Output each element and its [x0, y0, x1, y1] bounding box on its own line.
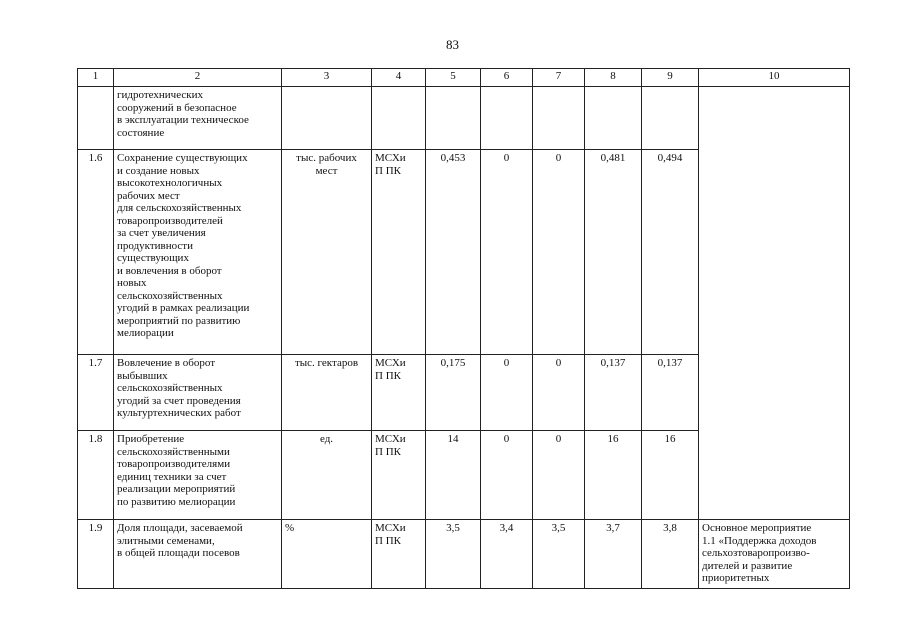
value-cell: 0,481 — [585, 150, 642, 355]
value-cell: 0,175 — [426, 355, 481, 431]
value-cell: 0 — [481, 431, 533, 520]
column-header: 2 — [114, 69, 282, 87]
value-cell: 14 — [426, 431, 481, 520]
value-cell: 0,453 — [426, 150, 481, 355]
value-cell: 0 — [533, 150, 585, 355]
column-header: 8 — [585, 69, 642, 87]
row-number — [78, 87, 114, 150]
value-cell: 16 — [585, 431, 642, 520]
indicator-name: Вовлечение в оборот выбывших сельскохозяйственных угодий за счет проведения культуртехнических работ — [114, 355, 282, 431]
column-header: 1 — [78, 69, 114, 87]
value-cell — [585, 87, 642, 150]
note-cell-empty — [699, 87, 850, 520]
table-row-continuation — [78, 87, 850, 150]
value-cell: 3,8 — [642, 520, 699, 589]
value-cell: 0,137 — [642, 355, 699, 431]
column-header: 5 — [426, 69, 481, 87]
column-header: 10 — [699, 69, 850, 87]
value-cell: 0 — [481, 150, 533, 355]
unit-cell: ед. — [282, 431, 372, 520]
note-cell: Основное мероприятие 1.1 «Поддержка доходов сельхозтоваропроизво- дителей и развитие приоритетных — [699, 520, 850, 589]
indicator-name: Доля площади, засеваемой элитными семенами, в общей площади посевов — [114, 520, 282, 589]
unit-cell — [282, 87, 372, 150]
column-header: 7 — [533, 69, 585, 87]
unit-cell: тыс. рабочих мест — [282, 150, 372, 355]
responsible-cell — [372, 87, 426, 150]
column-number-row — [78, 69, 850, 87]
row-number: 1.8 — [78, 431, 114, 520]
value-cell: 0 — [481, 355, 533, 431]
column-header: 4 — [372, 69, 426, 87]
indicator-name: Сохранение существующих и создание новых высокотехнологичных рабочих мест для сельскохозяйственных товаропроизводителей за счет увеличения продуктивности существующих и вовлечения в оборот новых сельскохозяйственных угодий в рамках реализации мероприятий по развитию мелиорации — [114, 150, 282, 355]
page-number: 83 — [446, 37, 459, 52]
indicators-table — [77, 68, 850, 589]
column-header: 9 — [642, 69, 699, 87]
value-cell — [481, 87, 533, 150]
column-header: 6 — [481, 69, 533, 87]
unit-cell: % — [282, 520, 372, 589]
value-cell: 16 — [642, 431, 699, 520]
column-header: 3 — [282, 69, 372, 87]
value-cell: 0 — [533, 431, 585, 520]
value-cell — [642, 87, 699, 150]
row-number: 1.9 — [78, 520, 114, 589]
responsible-cell: МСХи П ПК — [372, 150, 426, 355]
value-cell: 0 — [533, 355, 585, 431]
row-number: 1.7 — [78, 355, 114, 431]
value-cell — [426, 87, 481, 150]
indicator-name: Приобретение сельскохозяйственными товаропроизводителями единиц техники за счет реализации мероприятий по развитию мелиорации — [114, 431, 282, 520]
value-cell: 3,4 — [481, 520, 533, 589]
indicator-name: гидротехнических сооружений в безопасное в эксплуатации техническое состояние — [114, 87, 282, 150]
value-cell: 0,494 — [642, 150, 699, 355]
value-cell: 3,5 — [426, 520, 481, 589]
value-cell — [533, 87, 585, 150]
responsible-cell: МСХи П ПК — [372, 431, 426, 520]
value-cell: 0,137 — [585, 355, 642, 431]
responsible-cell: МСХи П ПК — [372, 355, 426, 431]
responsible-cell: МСХи П ПК — [372, 520, 426, 589]
value-cell: 3,5 — [533, 520, 585, 589]
unit-cell: тыс. гектаров — [282, 355, 372, 431]
table-row — [78, 520, 850, 589]
row-number: 1.6 — [78, 150, 114, 355]
value-cell: 3,7 — [585, 520, 642, 589]
